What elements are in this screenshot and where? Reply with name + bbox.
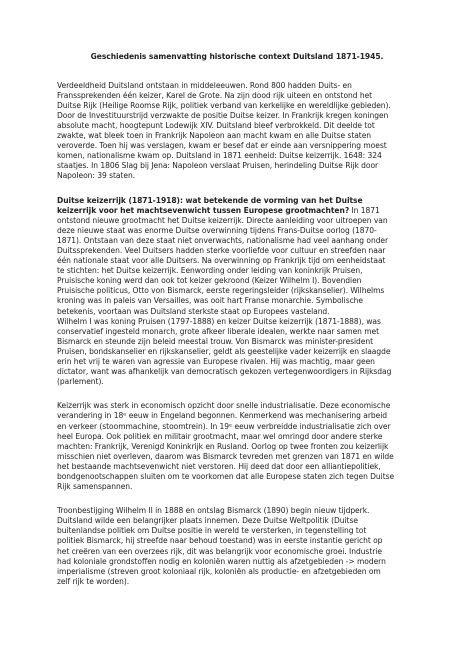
document-title: Geschiedenis samenvatting historische context Duitsland 1871-1945. <box>90 52 384 61</box>
paragraph-weltpolitik <box>57 506 417 586</box>
text-line: Duitsland wilde een belangrijker plaats innemen. Deze Duitse Weltpolitik (Duitse <box>57 516 358 526</box>
text-line: Wilhelm I was koning Pruisen (1797-1888) en keizer Duitse keizerrijk (1871-1888), was <box>57 316 381 326</box>
text-line: één nationale staat voor alle Duitsers. Na overwinning op Frankrijk tijd om eenheidstaat <box>57 256 386 266</box>
text-line: en verkeer (stoommachine, stoomtrein). In 19ᵉ eeuw verbreidde industrialisatie zich over <box>57 421 391 431</box>
text-line: imperialisme (streven groot koloniaal rijk, koloniën als productie- en afzetgebieden om <box>57 566 381 576</box>
text-line: (parlement). <box>57 376 104 386</box>
text-line: Pruisische koning werd dan ook tot keizer gekroond (Keizer Wilhelm I). Bovendien <box>57 276 362 286</box>
section-heading: Duitse keizerrijk (1871-1918): wat betekende de vorming van het Duitse <box>57 196 363 206</box>
paragraph-empire <box>57 196 417 387</box>
paragraph-origins <box>57 81 417 181</box>
text-line: Bismarck en steunde zijn beleid meestal trouw. Von Bismarck was minister-president <box>57 336 374 346</box>
text-line: Napoleon: 39 staten. <box>57 171 136 181</box>
text-line: had koloniale grondstoffen nodig en koloniën waren nuttig als afzetgebieden -> modern <box>57 556 386 566</box>
text-line: dictator, want was afhankelijk van democratisch gekozen vertegenwoordigers in Rijksdag <box>57 366 392 376</box>
text-line: Duitse Rijk (Heilige Roomse Rijk, politiek verband van kerkelijke en wereldlijke gebieden). <box>57 101 391 111</box>
text-line: Door de Investituurstrijd verzwakte de positie Duitse keizer. In Frankrijk kregen koningen <box>57 111 389 121</box>
text-line: Troonbestijging Wilhelm II in 1888 en ontslag Bismarck (1890) begin nieuw tijdperk. <box>57 506 370 516</box>
text-line: het bestaande machtsevenwicht niet verstoren. Hij deed dat door een alliantiepolitiek, <box>57 461 381 471</box>
text-line: conservatief ingesteld monarch, grote afkeer liberale idealen, werkte naar samen met <box>57 326 380 336</box>
document-page <box>57 52 417 601</box>
text-line: misschien niet overleven, daarom was Bismarck tevreden met grenzen van 1871 en wilde <box>57 451 394 461</box>
text-line: erin het vrij te waren van agressie van Europese rivalen. Hij was machtig, maar geen <box>57 356 375 366</box>
text-line: betekenis, voortaan was Duitsland sterkste staat op Europees vasteland. <box>57 306 330 316</box>
text-line: absolute macht, hoogtepunt Lodewijk XIV. Duitsland bleef verbrokkeld. Dit deelde tot <box>57 121 375 131</box>
text-line: Rijk samenspannen. <box>57 481 133 491</box>
text-line: kroning was in paleis van Versailles, was ooit hart Franse monarchie. Symbolische <box>57 296 363 306</box>
text-line: het creëren van een overzees rijk, dit was belangrijk voor economische groei. Industrie <box>57 546 382 556</box>
text-line: Keizerrijk was sterk in economisch opzicht door snelle industrialisatie. Deze economische <box>57 401 391 411</box>
text-line: Pruisische politicus, Otto von Bismarck, eerste regeringsleider (rijkskanselier). Wilhelms <box>57 286 385 296</box>
text-line: staatjes. In 1806 Slag bij Jena: Napoleon verslaat Pruisen, herindeling Duitse Rijk door <box>57 161 379 171</box>
text-line: zwakte, wat bleek toen in Frankrijk Napoleon aan macht kwam en alle Duitse staten <box>57 131 372 141</box>
text-line: bondgenootschappen sluiten om te voorkomen dat alle Europese staten zich tegen Duitse <box>57 471 395 481</box>
paragraph-economy <box>57 401 417 491</box>
text-line: te stichten: het Duitse keizerrijk. Eenwording onder leiding van koninkrijk Pruisen, <box>57 266 363 276</box>
text-line: zelf rijk te worden). <box>57 576 130 586</box>
text-line: ontstond nieuwe grootmacht het Duitse keizerrijk. Directe aanleiding voor uitroepen van <box>57 216 388 226</box>
text-line: machten: Frankrijk, Verenigd Koninkrijk en Rusland. Oorlog op twee fronten zou keizerlijk <box>57 441 389 451</box>
text-line: heel Europa. Ook politiek en militair grootmacht, maar wel omringd door andere sterke <box>57 431 383 441</box>
text-line: politiek Bismarck, hij streefde naar behoud toestand) was in eerste instantie gericht op <box>57 536 383 546</box>
text-line: veroverde. Toen hij was verslagen, kwam er besef dat er einde aan versnippering moest <box>57 141 387 151</box>
text-line: 1871). Ontstaan van deze staat niet onverwachts, nationalisme had veel aanhang onder <box>57 236 389 246</box>
text-line: Pruisen, bondskanselier en rijkskanselier, geldt als geestelijke vader keizerrijk en slaagde <box>57 346 391 356</box>
text-line: verandering in 18ᵉ eeuw in Engeland begonnen. Kenmerkend was mechanisering arbeid <box>57 411 388 421</box>
text-line: buitenlandse politiek om Duitse positie in wereld te versterken, in tegenstelling tot <box>57 526 367 536</box>
text-line: deze nieuwe staat was enorme Duitse overwinning tijdens Frans-Duitse oorlog (1870- <box>57 226 377 236</box>
section-heading-continued: keizerrijk voor het machtsevenwicht tussen Europese grootmachten? <box>57 206 350 216</box>
text-fragment: In 1871 <box>349 206 380 216</box>
text-line: Franssprekenden één keizer, Karel de Grote. Na zijn dood rijk uiteen en ontstond het <box>57 91 373 101</box>
text-line: komen, nationalisme kwam op. Duitsland in 1871 eenheid: Duitse keizerrijk. 1648: 324 <box>57 151 382 161</box>
text-line <box>57 206 417 216</box>
text-line: Duitssprekenden. Veel Duitsers hadden sterke voorliefde voor cultuur en streefden naar <box>57 246 386 256</box>
text-line: Verdeeldheid Duitsland ontstaan in middeleeuwen. Rond 800 hadden Duits- en <box>57 81 352 91</box>
